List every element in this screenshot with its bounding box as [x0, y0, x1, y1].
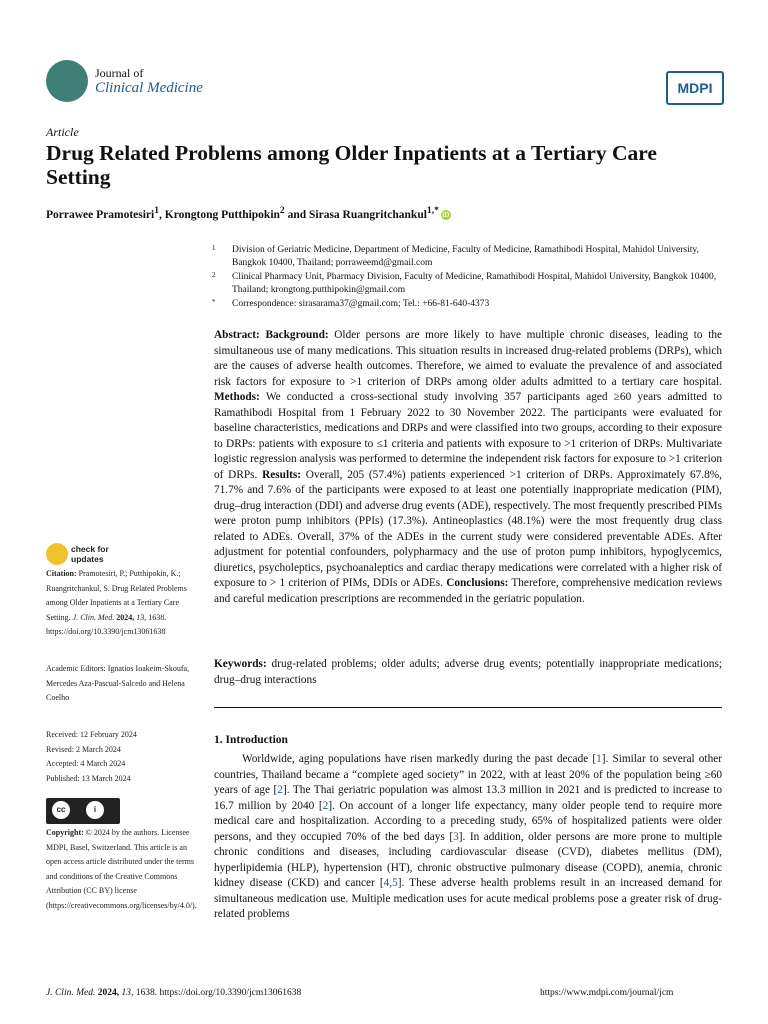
author-separator: and [284, 208, 310, 221]
attribution-icon: i [86, 801, 104, 819]
received-date: Received: 12 February 2024 [46, 730, 137, 739]
affiliation-text: Division of Geriatric Medicine, Department of Medicine, Faculty of Medicine, Ramathibodi Hospital, Mahidol University, Bangkok 10400, Thailand; porraweemd@gmail.com [232, 245, 699, 268]
abstract-label: Abstract: [214, 329, 260, 341]
article-type: Article [46, 125, 79, 139]
affiliation [212, 271, 724, 297]
correspondence [212, 298, 724, 311]
orcid-icon[interactable]: iD [442, 210, 450, 219]
author-affil-mark: 2 [279, 205, 285, 216]
background-text: Older persons are more likely to have multiple chronic diseases, leading to the simultaneous use of many medications. This situation results in increased drug-related problems (DRPs), which are the causes of adverse health outcomes. Therefore, we aimed to evaluate the prevalence of and associated risk factors for exposure to >1 criterion of DRPs among older adults admitted to a tertiary care hospital. [214, 329, 722, 388]
copyright-block [46, 826, 202, 913]
paragraph: Worldwide, aging populations have risen markedly during the past decade [1]. Similar to several other countries, Thailand became a “complete aged society” in 2022, with at least 20% of the population being ≥60 years of age [2]. The Thai geriatric population was almost 13.3 million in 2021 and is predicted to increase to 16.7 million by 2040 [2]. On account of a longer life expectancy, many older people tend to require more medical care and hospitalization. According to a preceding study, 65% of hospitalized patients were older persons, and they occupied 70% of the bed days [3]. In addition, older persons are more prone to multiple chronic conditions and diseases, including cardiovascular disease (CVD), diabetes mellitus (DM), hyperlipidemia (HLP), hypertension (HT), chronic obstructive pulmonary disease (COPD), anemia, chronic kidney disease (CKD) and cancer [4,5]. These adverse health problems result in an increased demand for simultaneous medication use. Multiple medication uses for acute medical problems pose a greater risk of drug-related problems [214, 753, 723, 920]
section-divider [214, 707, 722, 708]
footer-journal-url[interactable]: https://www.mdpi.com/journal/jcm [540, 988, 674, 998]
reference-link[interactable]: 4,5 [383, 877, 398, 889]
background-label: Background: [265, 329, 329, 341]
revised-date: Revised: 2 March 2024 [46, 744, 121, 754]
affiliation-text: Clinical Pharmacy Unit, Pharmacy Division, Faculty of Medicine, Ramathibodi Hospital, Mahidol University, Bangkok 10400, Thailand; krongtong.putthipokin@gmail.com [232, 272, 717, 295]
affiliation [212, 244, 724, 270]
citation-block: Citation: Pramotesiri, P.; Putthipokin, K.; Ruangritchankul, S. Drug Related Problems among Older Inpatients at a Tertiary Care Setting. J. Clin. Med. 2024, 13, 1638. https://doi.org/10.3390/jcm13061638 [46, 569, 187, 636]
methods-text: We conducted a cross-sectional study involving 357 participants aged ≥60 years admitted to Ramathibodi Hospital from 1 February 2022 to 30 November 2022. The participants were evaluated for baseline characteristics, medications and DRPs and were classified into two groups, according to their exposure to DRPs: patients with exposure to ≤1 criteria and patients with exposure to >1 criterion of DRPs. Multivariate logistic regression analysis was performed to determine the independent risk factors for exposure to >1 criterion of DRPs. [214, 391, 722, 481]
reference-link[interactable]: 3 [453, 830, 459, 843]
journal-name-prefix: Journal of [95, 66, 144, 80]
paper-title: Drug Related Problems among Older Inpatients at a Tertiary Care Setting [46, 141, 657, 189]
keywords-label: Keywords: [214, 658, 267, 670]
conclusions-label: Conclusions: [446, 577, 509, 589]
methods-label: Methods: [214, 391, 260, 403]
dates-block [46, 728, 202, 786]
conclusions-text: Therefore, comprehensive medication reviews and careful medication prescriptions are recommended in the geriatric population. [214, 577, 723, 605]
reference-link[interactable]: 2 [322, 799, 329, 812]
citation-text: Pramotesiri, P.; Putthipokin, K.; Ruangritchankul, S. Drug Related Problems among Older Inpatients at a Tertiary Care Setting. [46, 569, 187, 622]
author-affil-mark: 1 [154, 205, 160, 216]
accepted-date: Accepted: 4 March 2024 [46, 759, 126, 768]
check-updates-label: check for updates [71, 544, 109, 564]
results-text: Overall, 205 (57.4%) patients experienced >1 criterion of DRPs. Approximately 67.8%, 71.7% and 7.6% of the participants were exposed to at least one potentially inappropriate medication (PIM), drug–drug interaction (DDI) and adverse drug events (ADE), respectively. The most frequently prescribed PIMs were proton pump inhibitors (PPIs) (17.3%). Antineoplastics (48.1%) were the most frequently drug class related to ADEs. Overall, 37% of the ADEs in the current study were considered preventable ADEs. After adjustment for potential confounders, polypharmacy and the use of proton pump inhibitors, hypoglycemics, diuretics, psycholeptics, psychoanaleptics and cardiac therapy medications were correlated with a higher risk of exposure to > 1 criterion of PIMs, DDIs or ADEs. [214, 468, 722, 589]
author-affil-mark: 1,* [426, 205, 439, 216]
keywords-text: drug-related problems; older adults; adverse drug events; potentially inappropriate medications; drug–drug interactions [214, 658, 722, 686]
reference-link[interactable]: 1 [596, 753, 602, 765]
reference-link[interactable]: 2 [277, 784, 283, 796]
check-updates-icon [46, 543, 68, 565]
author-name[interactable]: Krongtong Putthipokin [164, 208, 280, 221]
published-date: Published: 13 March 2024 [46, 773, 131, 783]
citation-doi[interactable]: 1638. https://doi.org/10.3390/jcm13061638 [46, 612, 167, 636]
author-separator: , [159, 208, 165, 221]
copyright-label: Copyright: [46, 828, 84, 837]
cc-icon: cc [52, 801, 70, 819]
publisher-logo[interactable]: MDPI [666, 71, 724, 105]
author-list [46, 205, 451, 221]
citation-label: Citation: [46, 569, 77, 578]
journal-name[interactable]: Clinical Medicine [95, 80, 203, 96]
keywords [214, 657, 722, 688]
abstract [214, 328, 722, 607]
results-label: Results: [262, 468, 302, 481]
journal-logo [46, 60, 88, 102]
correspondence-text: Correspondence: sirasarama37@gmail.com; Tel.: +66-81-640-4373 [232, 299, 490, 309]
academic-editors: Academic Editors: Ignatios Ioakeim-Skoufa, Mercedes Aza-Pascual-Salcedo and Helena Coelho [46, 664, 190, 702]
author-name[interactable]: Porrawee Pramotesiri [46, 208, 155, 221]
copyright-text: © 2024 by the authors. Licensee MDPI, Basel, Switzerland. This article is an open access article distributed under the terms and conditions of the Creative Commons Attribution (CC BY) license (https://creativecommons.org/licenses/by/4.0/). [46, 828, 197, 910]
affiliation-mark: * [212, 298, 216, 306]
section-heading: 1. Introduction [214, 734, 288, 746]
author-name[interactable]: Sirasa Ruangritchankul [309, 208, 427, 221]
affiliation-mark: 1 [212, 244, 216, 252]
footer-doi[interactable]: 1638. https://doi.org/10.3390/jcm13061638 [135, 988, 302, 998]
cc-by-license-badge[interactable] [46, 798, 120, 824]
introduction-body [214, 752, 722, 923]
footer-citation: J. Clin. Med. 2024, 13, 1638. https://doi.org/10.3390/jcm13061638 [46, 988, 302, 998]
affiliation-mark: 2 [212, 271, 216, 279]
